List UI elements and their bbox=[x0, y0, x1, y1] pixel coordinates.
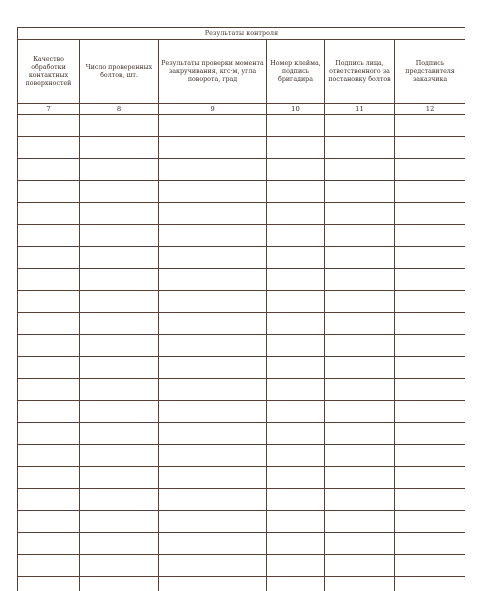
blank-cell bbox=[267, 511, 325, 533]
blank-cell bbox=[18, 313, 80, 335]
blank-cell bbox=[395, 335, 466, 357]
column-number: 9 bbox=[159, 104, 267, 115]
blank-cell bbox=[325, 489, 395, 511]
blank-cell bbox=[159, 115, 267, 137]
blank-cell bbox=[325, 445, 395, 467]
blank-cell bbox=[325, 181, 395, 203]
blank-cell bbox=[80, 137, 159, 159]
blank-cell bbox=[267, 225, 325, 247]
blank-cell bbox=[80, 313, 159, 335]
blank-row bbox=[18, 401, 466, 423]
blank-row bbox=[18, 577, 466, 591]
blank-row bbox=[18, 467, 466, 489]
blank-cell bbox=[395, 401, 466, 423]
blank-cell bbox=[18, 225, 80, 247]
blank-cell bbox=[80, 423, 159, 445]
blank-cell bbox=[159, 159, 267, 181]
blank-cell bbox=[80, 181, 159, 203]
blank-cell bbox=[325, 357, 395, 379]
blank-cell bbox=[18, 247, 80, 269]
blank-cell bbox=[267, 159, 325, 181]
blank-cell bbox=[395, 269, 466, 291]
blank-cell bbox=[18, 511, 80, 533]
blank-cell bbox=[395, 137, 466, 159]
blank-row bbox=[18, 159, 466, 181]
blank-cell bbox=[325, 137, 395, 159]
blank-cell bbox=[395, 511, 466, 533]
blank-cell bbox=[395, 181, 466, 203]
blank-cell bbox=[325, 291, 395, 313]
control-results-form bbox=[17, 27, 465, 591]
blank-row bbox=[18, 247, 466, 269]
blank-cell bbox=[395, 115, 466, 137]
blank-cell bbox=[80, 533, 159, 555]
column-number: 10 bbox=[267, 104, 325, 115]
header-bolts-checked: Число проверенных болтов, шт. bbox=[80, 40, 159, 104]
blank-cell bbox=[18, 423, 80, 445]
blank-cell bbox=[267, 137, 325, 159]
blank-rows bbox=[18, 115, 466, 591]
blank-cell bbox=[159, 423, 267, 445]
blank-cell bbox=[325, 577, 395, 591]
blank-cell bbox=[159, 511, 267, 533]
table-title: Результаты контроля bbox=[18, 28, 466, 40]
blank-cell bbox=[18, 137, 80, 159]
blank-row bbox=[18, 555, 466, 577]
blank-cell bbox=[159, 269, 267, 291]
blank-row bbox=[18, 181, 466, 203]
blank-cell bbox=[395, 357, 466, 379]
blank-cell bbox=[80, 269, 159, 291]
blank-row bbox=[18, 137, 466, 159]
header-stamp-signature: Номер клейма, подпись бригадира bbox=[267, 40, 325, 104]
blank-cell bbox=[159, 401, 267, 423]
header-responsible-signature: Подпись лица, ответственного за постановку болтов bbox=[325, 40, 395, 104]
blank-cell bbox=[395, 489, 466, 511]
blank-cell bbox=[159, 467, 267, 489]
blank-cell bbox=[395, 203, 466, 225]
blank-cell bbox=[80, 159, 159, 181]
blank-cell bbox=[325, 401, 395, 423]
blank-row bbox=[18, 489, 466, 511]
blank-cell bbox=[80, 489, 159, 511]
blank-cell bbox=[18, 291, 80, 313]
blank-cell bbox=[267, 467, 325, 489]
blank-cell bbox=[159, 225, 267, 247]
blank-cell bbox=[18, 379, 80, 401]
blank-row bbox=[18, 511, 466, 533]
header-customer-signature: Подпись представителя заказчика bbox=[395, 40, 466, 104]
blank-cell bbox=[18, 357, 80, 379]
blank-cell bbox=[267, 269, 325, 291]
blank-row bbox=[18, 423, 466, 445]
blank-cell bbox=[18, 445, 80, 467]
title-row bbox=[18, 28, 466, 40]
blank-cell bbox=[80, 401, 159, 423]
header-torque-results: Результаты проверки момента закручивания, кгс·м, угла поворота, град bbox=[159, 40, 267, 104]
blank-cell bbox=[267, 181, 325, 203]
blank-cell bbox=[80, 335, 159, 357]
blank-cell bbox=[395, 247, 466, 269]
column-number: 8 bbox=[80, 104, 159, 115]
blank-row bbox=[18, 379, 466, 401]
blank-cell bbox=[395, 379, 466, 401]
blank-cell bbox=[18, 555, 80, 577]
blank-cell bbox=[80, 577, 159, 591]
blank-cell bbox=[267, 445, 325, 467]
blank-cell bbox=[267, 489, 325, 511]
blank-cell bbox=[395, 159, 466, 181]
blank-cell bbox=[159, 291, 267, 313]
blank-cell bbox=[325, 247, 395, 269]
blank-cell bbox=[267, 335, 325, 357]
blank-cell bbox=[395, 291, 466, 313]
blank-cell bbox=[267, 379, 325, 401]
blank-cell bbox=[325, 203, 395, 225]
blank-cell bbox=[267, 115, 325, 137]
blank-cell bbox=[395, 555, 466, 577]
blank-cell bbox=[325, 423, 395, 445]
blank-cell bbox=[159, 379, 267, 401]
blank-cell bbox=[325, 379, 395, 401]
blank-cell bbox=[159, 533, 267, 555]
blank-cell bbox=[395, 423, 466, 445]
blank-cell bbox=[395, 577, 466, 591]
blank-cell bbox=[395, 225, 466, 247]
blank-cell bbox=[267, 533, 325, 555]
blank-cell bbox=[267, 423, 325, 445]
blank-cell bbox=[159, 335, 267, 357]
blank-cell bbox=[159, 137, 267, 159]
header-surface-quality: Качество обработки контактных поверхностей bbox=[18, 40, 80, 104]
blank-cell bbox=[395, 445, 466, 467]
blank-row bbox=[18, 335, 466, 357]
blank-cell bbox=[159, 203, 267, 225]
blank-row bbox=[18, 445, 466, 467]
blank-cell bbox=[267, 291, 325, 313]
blank-row bbox=[18, 203, 466, 225]
blank-cell bbox=[325, 269, 395, 291]
blank-cell bbox=[395, 533, 466, 555]
blank-row bbox=[18, 357, 466, 379]
blank-row bbox=[18, 291, 466, 313]
blank-cell bbox=[159, 555, 267, 577]
blank-cell bbox=[325, 335, 395, 357]
blank-cell bbox=[267, 555, 325, 577]
blank-cell bbox=[18, 489, 80, 511]
blank-cell bbox=[18, 401, 80, 423]
blank-cell bbox=[18, 467, 80, 489]
blank-cell bbox=[80, 225, 159, 247]
blank-cell bbox=[325, 533, 395, 555]
blank-cell bbox=[395, 313, 466, 335]
control-results-table bbox=[17, 27, 465, 591]
blank-cell bbox=[18, 159, 80, 181]
blank-cell bbox=[80, 467, 159, 489]
blank-cell bbox=[159, 313, 267, 335]
column-number: 7 bbox=[18, 104, 80, 115]
blank-row bbox=[18, 115, 466, 137]
blank-row bbox=[18, 533, 466, 555]
blank-row bbox=[18, 313, 466, 335]
blank-cell bbox=[395, 467, 466, 489]
header-row bbox=[18, 40, 466, 104]
blank-cell bbox=[80, 445, 159, 467]
blank-cell bbox=[267, 313, 325, 335]
blank-cell bbox=[18, 577, 80, 591]
blank-row bbox=[18, 225, 466, 247]
blank-cell bbox=[325, 225, 395, 247]
blank-cell bbox=[80, 291, 159, 313]
blank-cell bbox=[159, 489, 267, 511]
blank-cell bbox=[80, 511, 159, 533]
blank-cell bbox=[18, 115, 80, 137]
blank-cell bbox=[18, 533, 80, 555]
blank-cell bbox=[325, 159, 395, 181]
blank-cell bbox=[267, 401, 325, 423]
column-number: 11 bbox=[325, 104, 395, 115]
blank-cell bbox=[267, 577, 325, 591]
blank-cell bbox=[325, 115, 395, 137]
blank-cell bbox=[267, 203, 325, 225]
blank-cell bbox=[159, 577, 267, 591]
blank-cell bbox=[159, 357, 267, 379]
blank-row bbox=[18, 269, 466, 291]
column-number-row bbox=[18, 104, 466, 115]
blank-cell bbox=[18, 203, 80, 225]
blank-cell bbox=[159, 247, 267, 269]
blank-cell bbox=[18, 181, 80, 203]
blank-cell bbox=[159, 181, 267, 203]
blank-cell bbox=[80, 379, 159, 401]
blank-cell bbox=[159, 445, 267, 467]
blank-cell bbox=[325, 511, 395, 533]
blank-cell bbox=[80, 115, 159, 137]
column-number: 12 bbox=[395, 104, 466, 115]
blank-cell bbox=[325, 467, 395, 489]
blank-cell bbox=[267, 357, 325, 379]
blank-cell bbox=[325, 555, 395, 577]
blank-cell bbox=[80, 203, 159, 225]
blank-cell bbox=[18, 269, 80, 291]
blank-cell bbox=[80, 247, 159, 269]
blank-cell bbox=[18, 335, 80, 357]
blank-cell bbox=[80, 555, 159, 577]
blank-cell bbox=[267, 247, 325, 269]
blank-cell bbox=[80, 357, 159, 379]
blank-cell bbox=[325, 313, 395, 335]
